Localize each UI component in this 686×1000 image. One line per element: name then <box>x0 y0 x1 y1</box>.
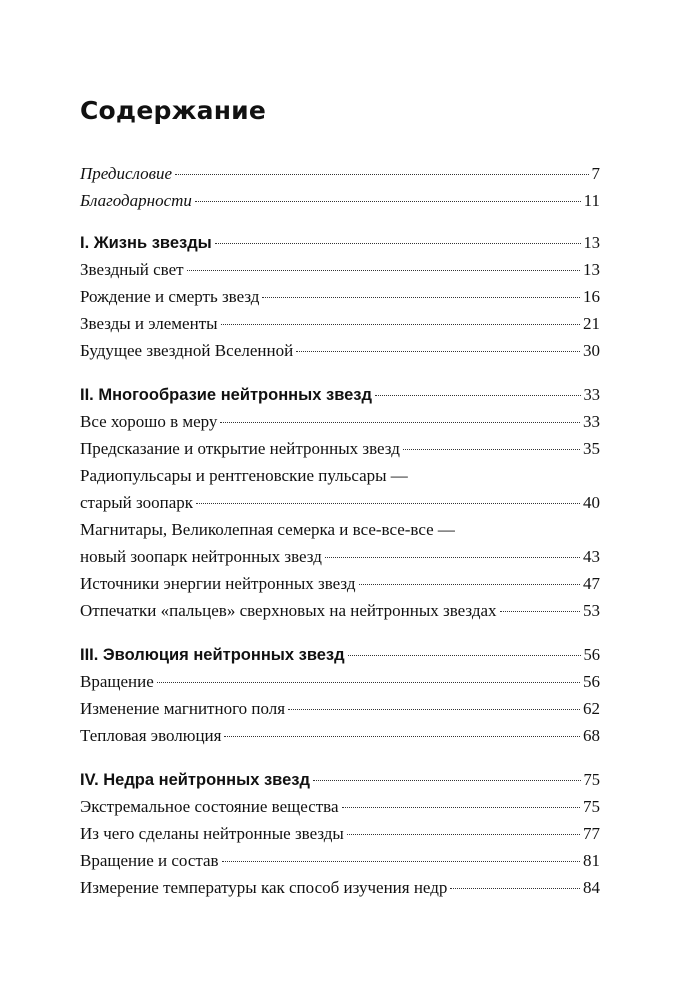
toc-entry-acknowledgements[interactable] <box>80 187 600 214</box>
toc-part-label: III. Эволюция нейтронных звезд <box>80 646 345 664</box>
toc-entry-label: Экстремальное состояние вещества <box>80 797 339 816</box>
toc-entry[interactable] <box>80 847 600 874</box>
dot-leader <box>288 709 580 710</box>
dot-leader <box>403 449 580 450</box>
toc-page-number: 62 <box>583 699 600 718</box>
dot-leader <box>313 780 581 781</box>
dot-leader <box>296 351 580 352</box>
dot-leader <box>220 422 580 423</box>
dot-leader <box>347 834 580 835</box>
toc-page-number: 68 <box>583 726 600 745</box>
toc-part-4[interactable] <box>80 766 600 793</box>
toc-entry-first-line[interactable]: Магнитары, Великолепная семерка и все-все-все — <box>80 520 455 539</box>
dot-leader <box>196 503 580 504</box>
toc-entry[interactable] <box>80 489 600 516</box>
dot-leader <box>221 324 580 325</box>
toc-entry[interactable] <box>80 793 600 820</box>
toc-page-number: 7 <box>591 164 600 183</box>
toc-page-number: 13 <box>583 233 600 252</box>
toc-entry-label: Все хорошо в меру <box>80 412 218 431</box>
table-of-contents <box>80 160 600 901</box>
dot-leader <box>175 174 588 175</box>
toc-page-number: 21 <box>583 314 600 333</box>
toc-entry-label: Из чего сделаны нейтронные звезды <box>80 824 344 843</box>
toc-entry-label: Источники энергии нейтронных звезд <box>80 574 356 593</box>
dot-leader <box>187 270 580 271</box>
dot-leader <box>222 861 580 862</box>
toc-entry-label: новый зоопарк нейтронных звезд <box>80 547 322 566</box>
dot-leader <box>375 395 581 396</box>
toc-entry-preface[interactable] <box>80 160 600 187</box>
toc-entry[interactable] <box>80 310 600 337</box>
toc-entry-label: Вращение <box>80 672 154 691</box>
dot-leader <box>348 655 581 656</box>
toc-page-number: 11 <box>583 191 600 210</box>
toc-part-label: IV. Недра нейтронных звезд <box>80 771 310 789</box>
toc-page-number: 43 <box>583 547 600 566</box>
dot-leader <box>500 611 580 612</box>
dot-leader <box>342 807 580 808</box>
toc-entry-first-line[interactable]: Радиопульсары и рентгеновские пульсары — <box>80 466 408 485</box>
toc-entry[interactable] <box>80 337 600 364</box>
toc-entry[interactable] <box>80 695 600 722</box>
toc-entry-label: Предисловие <box>80 164 173 183</box>
toc-entry-label: Вращение и состав <box>80 851 219 870</box>
toc-page-number: 53 <box>583 601 600 620</box>
toc-page-number: 56 <box>583 672 600 691</box>
toc-page-number: 77 <box>583 824 600 843</box>
toc-entry-label: Будущее звездной Вселенной <box>80 341 294 360</box>
toc-entry-label: Благодарности <box>80 191 192 210</box>
toc-page-number: 75 <box>583 797 600 816</box>
toc-page-number: 47 <box>583 574 600 593</box>
toc-entry-label: старый зоопарк <box>80 493 194 512</box>
toc-page-number: 13 <box>583 260 600 279</box>
toc-entry[interactable] <box>80 283 600 310</box>
toc-part-label: II. Многообразие нейтронных звезд <box>80 386 372 404</box>
toc-page-number: 35 <box>583 439 600 458</box>
toc-entry[interactable] <box>80 570 600 597</box>
toc-page-number: 40 <box>583 493 600 512</box>
dot-leader <box>359 584 581 585</box>
toc-part-2[interactable] <box>80 381 600 408</box>
toc-entry[interactable] <box>80 820 600 847</box>
toc-part-3[interactable] <box>80 641 600 668</box>
toc-entry-label: Предсказание и открытие нейтронных звезд <box>80 439 400 458</box>
dot-leader <box>262 297 580 298</box>
toc-entry-label: Отпечатки «пальцев» сверхновых на нейтронных звездах <box>80 601 497 620</box>
toc-page-number: 16 <box>583 287 600 306</box>
toc-page-number: 56 <box>583 645 600 664</box>
toc-part-label: I. Жизнь звезды <box>80 234 212 252</box>
page-title: Содержание <box>80 96 267 125</box>
dot-leader <box>215 243 581 244</box>
toc-entry-label: Тепловая эволюция <box>80 726 222 745</box>
toc-entry[interactable] <box>80 408 600 435</box>
toc-page-number: 33 <box>583 412 600 431</box>
toc-entry[interactable] <box>80 722 600 749</box>
toc-page-number: 75 <box>583 770 600 789</box>
toc-entry[interactable] <box>80 668 600 695</box>
toc-entry[interactable] <box>80 256 600 283</box>
dot-leader <box>450 888 580 889</box>
dot-leader <box>195 201 581 202</box>
toc-entry-label: Звезды и элементы <box>80 314 218 333</box>
toc-part-1[interactable] <box>80 229 600 256</box>
toc-entry-label: Звездный свет <box>80 260 184 279</box>
toc-entry[interactable] <box>80 597 600 624</box>
toc-entry[interactable] <box>80 543 600 570</box>
toc-page-number: 33 <box>583 385 600 404</box>
dot-leader <box>157 682 580 683</box>
toc-entry[interactable] <box>80 435 600 462</box>
dot-leader <box>224 736 580 737</box>
toc-page-number: 81 <box>583 851 600 870</box>
toc-entry-label: Изменение магнитного поля <box>80 699 286 718</box>
dot-leader <box>325 557 580 558</box>
toc-page-number: 84 <box>583 878 600 897</box>
toc-entry[interactable] <box>80 874 600 901</box>
toc-page-number: 30 <box>583 341 600 360</box>
toc-entry-label: Измерение температуры как способ изучения недр <box>80 878 448 897</box>
toc-entry-label: Рождение и смерть звезд <box>80 287 260 306</box>
